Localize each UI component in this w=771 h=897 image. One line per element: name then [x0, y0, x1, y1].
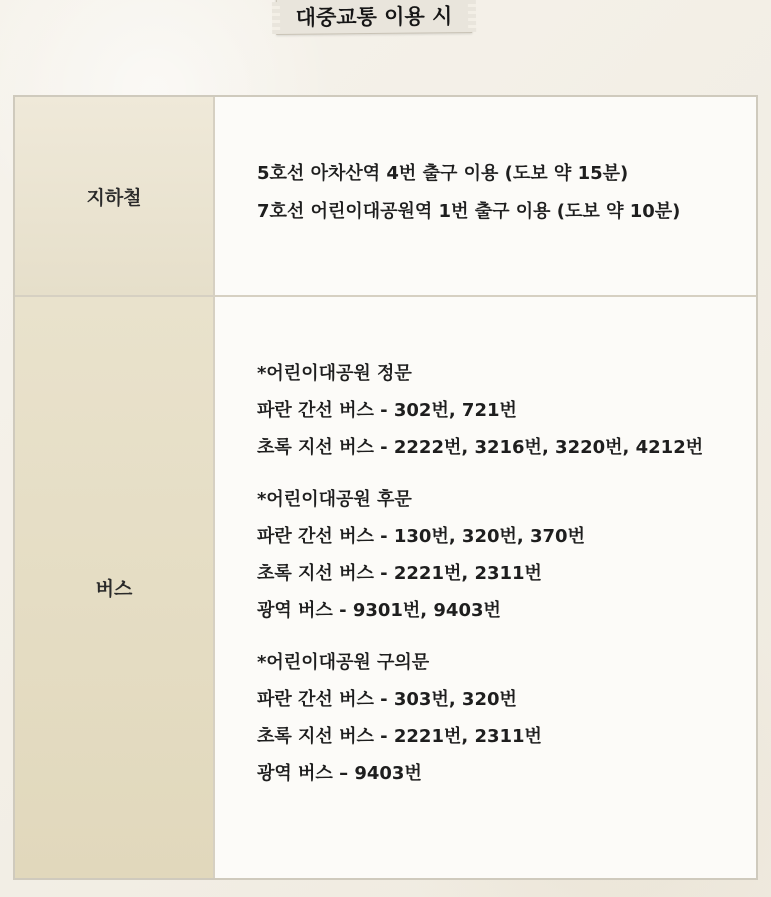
- section-title: 대중교통 이용 시: [295, 4, 453, 30]
- bus-route-line: 파란 간선 버스 - 302번, 721번: [257, 400, 517, 421]
- bus-group-guui-gate: [257, 644, 756, 792]
- bus-label-cell: [15, 295, 215, 878]
- bus-route-line: 파란 간선 버스 - 130번, 320번, 370번: [257, 526, 585, 547]
- subway-label: 지하철: [86, 186, 142, 209]
- bus-group-back-gate: [257, 481, 756, 629]
- bus-group-main-gate: [257, 355, 756, 466]
- bus-content-cell: [215, 295, 756, 878]
- bus-group-heading: *어린이대공원 후문: [257, 489, 412, 510]
- bus-group-heading: *어린이대공원 정문: [257, 363, 412, 384]
- subway-content-cell: [215, 97, 756, 295]
- bus-label: 버스: [95, 578, 133, 600]
- transit-info-table: [13, 95, 758, 880]
- section-title-tag: [276, 0, 472, 35]
- bus-route-line: 광역 버스 – 9403번: [257, 763, 422, 784]
- bus-route-line: 초록 지선 버스 - 2221번, 2311번: [257, 726, 542, 747]
- subway-label-cell: [15, 97, 215, 295]
- subway-line-5: 5호선 아차산역 4번 출구 이용 (도보 약 15분): [257, 163, 629, 184]
- bus-group-heading: *어린이대공원 구의문: [257, 652, 430, 673]
- bus-route-line: 초록 지선 버스 - 2221번, 2311번: [257, 563, 542, 584]
- bus-route-line: 파란 간선 버스 - 303번, 320번: [257, 689, 517, 710]
- bus-route-line: 초록 지선 버스 - 2222번, 3216번, 3220번, 4212번: [257, 437, 704, 458]
- bus-route-line: 광역 버스 - 9301번, 9403번: [257, 600, 501, 621]
- subway-line-7: 7호선 어린이대공원역 1번 출구 이용 (도보 약 10분): [257, 201, 681, 222]
